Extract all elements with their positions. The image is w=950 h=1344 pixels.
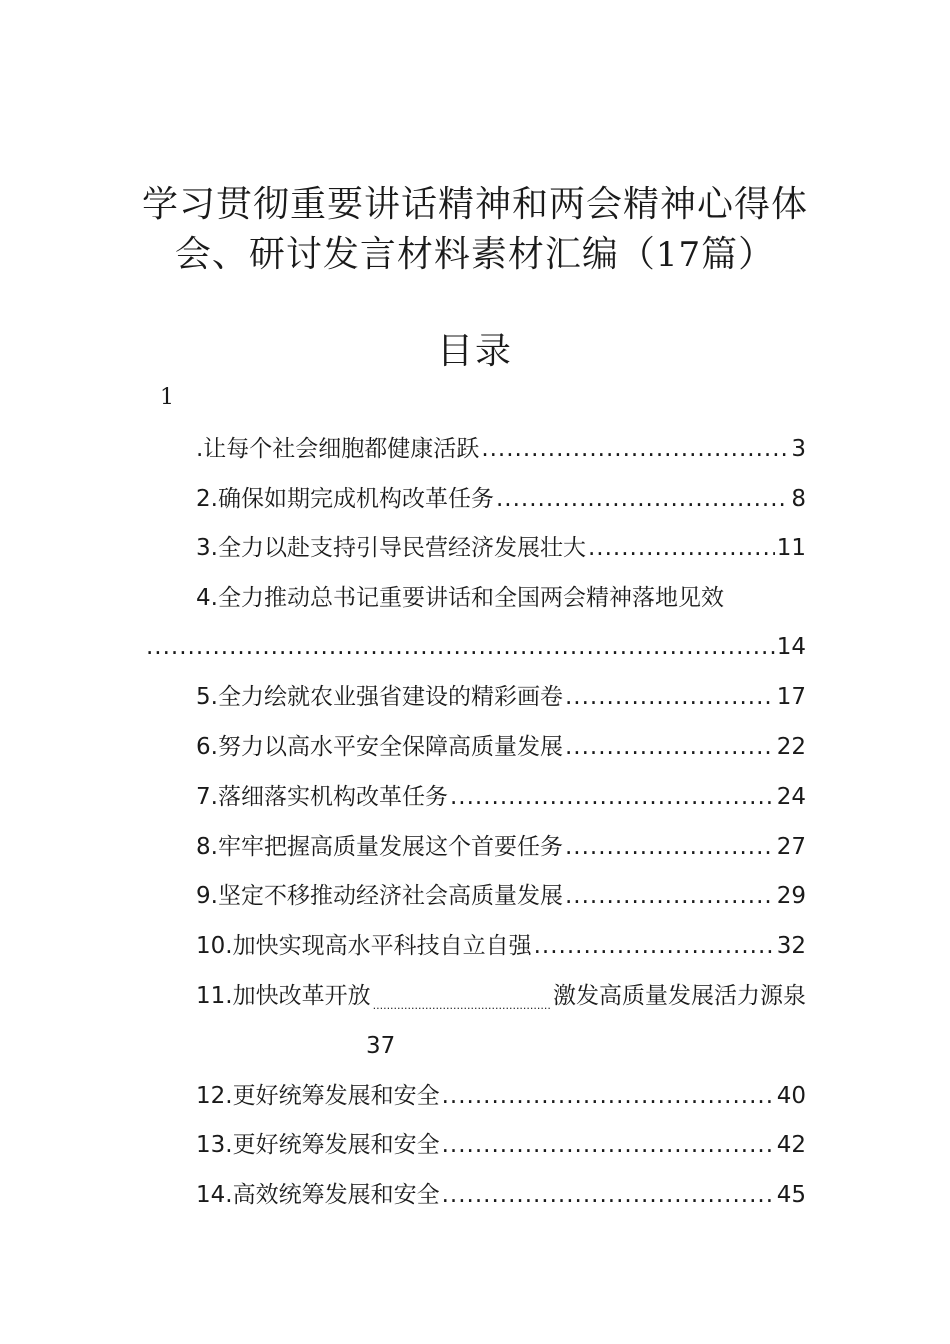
toc-entry[interactable] bbox=[196, 680, 806, 714]
toc-leader-dots bbox=[442, 1178, 775, 1212]
toc-leader-dots bbox=[534, 929, 775, 963]
toc-entry-title: 13.更好统筹发展和安全 bbox=[196, 1132, 440, 1158]
toc-entry-title: 10.加快实现高水平科技自立自强 bbox=[196, 933, 532, 959]
toc-entry-page: 11 bbox=[776, 535, 806, 561]
toc-entry-page: 17 bbox=[776, 684, 806, 710]
toc-entry-page: 8 bbox=[791, 486, 806, 512]
toc-leader-dots bbox=[481, 432, 789, 466]
toc-leader-dots bbox=[565, 730, 775, 764]
toc-entry-title: .让每个社会细胞都健康活跃 bbox=[196, 436, 480, 462]
toc-entry-page: 3 bbox=[791, 436, 806, 462]
toc-entry[interactable] bbox=[196, 730, 806, 764]
toc-entry[interactable] bbox=[196, 432, 806, 466]
toc-entry-page: 22 bbox=[776, 734, 806, 760]
toc-entry[interactable] bbox=[196, 1079, 806, 1113]
toc-entry-page: 32 bbox=[776, 933, 806, 959]
toc-leader-dots bbox=[496, 482, 789, 516]
title-text-end: 篇） bbox=[701, 234, 776, 275]
toc-entry[interactable] bbox=[196, 780, 806, 814]
toc-entry[interactable] bbox=[196, 929, 806, 963]
toc-entry[interactable] bbox=[196, 1128, 806, 1162]
toc-entry[interactable] bbox=[196, 830, 806, 864]
toc-leader-dots bbox=[442, 1128, 775, 1162]
document-title-line-2 bbox=[100, 230, 850, 280]
toc-leader-dots bbox=[565, 680, 775, 714]
toc-leader-dots bbox=[565, 879, 775, 913]
toc-entry-title-continued: 激发高质量发展活力源泉 bbox=[553, 983, 806, 1009]
toc-entry-page: 29 bbox=[776, 883, 806, 909]
toc-entry-title: 9.坚定不移推动经济社会高质量发展 bbox=[196, 883, 563, 909]
toc-leader-dots bbox=[146, 630, 775, 664]
toc-entry-page: 40 bbox=[776, 1083, 806, 1109]
stray-numeral: 1 bbox=[160, 385, 174, 410]
toc-entry-title: 3.全力以赴支持引导民营经济发展壮大 bbox=[196, 535, 586, 561]
toc-entry[interactable] bbox=[196, 581, 806, 615]
toc-heading: 目录 bbox=[436, 331, 513, 372]
toc-entry-title: 8.牢牢把握高质量发展这个首要任务 bbox=[196, 834, 563, 860]
toc-entry-title: 12.更好统筹发展和安全 bbox=[196, 1083, 440, 1109]
toc-entry-title: 14.高效统筹发展和安全 bbox=[196, 1182, 440, 1208]
toc-entry-title: 7.落细落实机构改革任务 bbox=[196, 784, 448, 810]
toc-entry-title: 4.全力推动总书记重要讲话和全国两会精神落地见效 bbox=[196, 585, 724, 611]
toc-entry-page: 27 bbox=[776, 834, 806, 860]
toc-leader-dots bbox=[588, 531, 775, 565]
title-count: 17 bbox=[655, 235, 702, 275]
toc-entry[interactable] bbox=[196, 879, 806, 913]
toc-entry-page: 14 bbox=[776, 634, 806, 660]
toc-entry-title: 2.确保如期完成机构改革任务 bbox=[196, 486, 494, 512]
toc-entry-page: 24 bbox=[776, 784, 806, 810]
toc-entry-title: 5.全力绘就农业强省建设的精彩画卷 bbox=[196, 684, 563, 710]
toc-entry[interactable] bbox=[196, 482, 806, 516]
toc-leader-dots bbox=[373, 989, 551, 1023]
toc-entry-page: 42 bbox=[776, 1132, 806, 1158]
title-text: 会、研讨发言材料素材汇编（ bbox=[174, 234, 656, 275]
toc-entry-page: 45 bbox=[776, 1182, 806, 1208]
toc-entry[interactable] bbox=[196, 979, 806, 1023]
toc-leader-dots bbox=[565, 830, 775, 864]
toc-entry-page[interactable]: 37 bbox=[366, 1033, 396, 1059]
toc-entry-title: 11.加快改革开放 bbox=[196, 983, 371, 1009]
toc-entry-title: 6.努力以高水平安全保障高质量发展 bbox=[196, 734, 563, 760]
toc-entry[interactable] bbox=[196, 1178, 806, 1212]
toc-leader-dots bbox=[450, 780, 775, 814]
toc-leader-dots bbox=[442, 1079, 775, 1113]
document-title-line-1: 学习贯彻重要讲话精神和两会精神心得体 bbox=[141, 184, 808, 225]
toc-entry[interactable] bbox=[196, 531, 806, 565]
toc-entry-continuation[interactable] bbox=[146, 630, 806, 664]
